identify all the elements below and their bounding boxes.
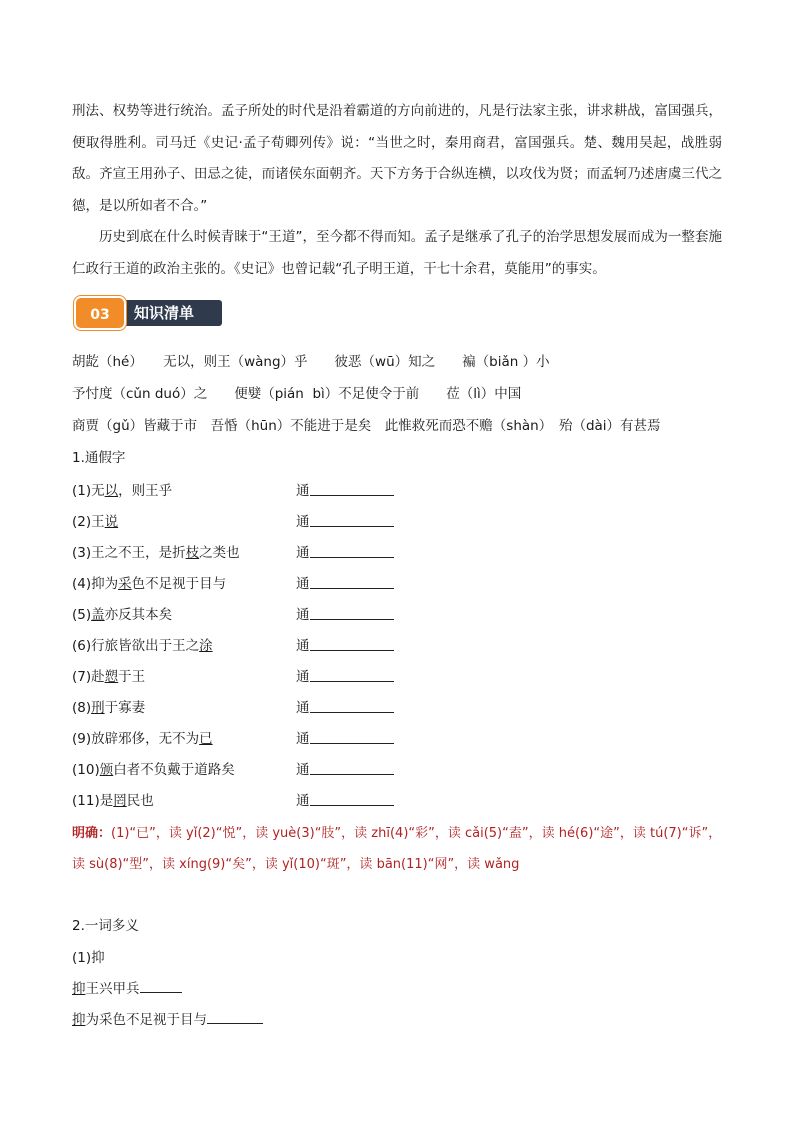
- answer-blank[interactable]: [310, 805, 394, 806]
- sentence-prefix: (6)行旅皆欲出于王之: [72, 638, 200, 654]
- answer-blank[interactable]: [310, 774, 394, 775]
- item-sentence: [72, 665, 145, 685]
- heading-yiciduoyi: 2.一词多义: [72, 918, 139, 934]
- item-sentence: [72, 758, 235, 778]
- underlined-char: 说: [104, 514, 119, 530]
- answer-label: 明确：: [72, 826, 112, 841]
- tong-label: 通: [296, 576, 310, 592]
- sentence-prefix: (3)王之不王，是折: [72, 545, 186, 561]
- sentence-suffix: 于寡妻: [104, 700, 146, 716]
- tongjiazi-item: [72, 696, 412, 720]
- answer-blank[interactable]: [140, 980, 182, 993]
- sentence-prefix: (8): [72, 700, 92, 716]
- sentence-prefix: (5): [72, 607, 92, 623]
- answer-blank[interactable]: [310, 650, 394, 651]
- item-sentence: [72, 572, 226, 592]
- line-text: 王兴甲兵: [85, 981, 140, 997]
- tong-label: 通: [296, 731, 310, 747]
- underlined-char: 枝: [185, 545, 200, 561]
- item-sentence: [72, 510, 118, 530]
- tongjiazi-item: [72, 789, 412, 813]
- tongjiazi-item: [72, 727, 412, 751]
- answer-block: [72, 818, 722, 880]
- underlined-char: 颁: [99, 762, 114, 778]
- item-sentence: [72, 603, 172, 623]
- underlined-char: 采: [118, 576, 132, 592]
- item-sentence: [72, 727, 213, 747]
- sentence-suffix: 色不足视于目与: [131, 576, 227, 592]
- vocab-line: 予忖度（cǔn duó）之 便嬖（pián bì）不足使令于前 莅（lì）中国: [72, 386, 522, 402]
- answer-blank[interactable]: [310, 495, 394, 496]
- tong-label: 通: [296, 483, 310, 499]
- sentence-suffix: 之类也: [199, 545, 240, 561]
- sentence-prefix: (1)无: [72, 483, 105, 499]
- sentence-suffix: 于王: [118, 669, 146, 685]
- underlined-char: 罔: [113, 793, 127, 809]
- answer-blank[interactable]: [310, 743, 394, 744]
- sentence-suffix: ，则王乎: [118, 483, 173, 499]
- tongjiazi-item: [72, 634, 412, 658]
- paragraph-wangdao: 历史到底在什么时候青睐于“王道”，至今都不得而知。孟子是继承了孔子的治学思想发展而成为一整套施仁政行王道的政治主张的。《史记》也曾记载“孔子明王道，干七十余君，莫能用”的事实。: [72, 229, 722, 277]
- answer-text: (1)“已”，读 yǐ(2)“悦”，读 yuè(3)“肢”，读 zhī(4)“彩”，读 cǎi(5)“盍”，读 hé(6)“途”，读 tú(7)“诉”，读 sù(8)“型”，读 xíng(9)“矣”，读 yǐ(10)“斑”，读 bān(11)“网”，读 wǎng: [72, 826, 722, 872]
- heading-tongjiazi: 1.通假字: [72, 450, 126, 466]
- sentence-suffix: 亦反其本矣: [104, 607, 173, 623]
- tong-label: 通: [296, 762, 310, 778]
- underlined-char: 抑: [72, 1012, 86, 1028]
- sentence-prefix: (4)抑为: [72, 576, 119, 592]
- tongjiazi-item: [72, 665, 412, 689]
- tong-label: 通: [296, 700, 310, 716]
- line-text: 为采色不足视于目与: [85, 1012, 207, 1028]
- section-number-badge: 03: [74, 296, 126, 330]
- tongjiazi-item: [72, 603, 412, 627]
- sentence-prefix: (7)赴: [72, 669, 105, 685]
- sentence-prefix: (9)放辟邪侈，无不为: [72, 731, 200, 747]
- sentence-prefix: (10): [72, 762, 100, 778]
- sentence-suffix: 民也: [126, 793, 154, 809]
- tongjiazi-item: [72, 572, 412, 596]
- answer-blank[interactable]: [310, 557, 394, 558]
- sentence-prefix: (11)是: [72, 793, 114, 809]
- exercise-line: [72, 977, 182, 997]
- underlined-char: 刑: [91, 700, 105, 716]
- sub-heading-yi: (1)抑: [72, 950, 105, 966]
- tong-label: 通: [296, 545, 310, 561]
- item-sentence: [72, 634, 213, 654]
- underlined-char: 愬: [104, 669, 119, 685]
- sentence-suffix: 白者不负戴于道路矣: [113, 762, 235, 778]
- answer-blank[interactable]: [310, 681, 394, 682]
- sentence-prefix: (2)王: [72, 514, 105, 530]
- paragraph-history: 刑法、权势等进行统治。孟子所处的时代是沿着霸道的方向前进的，凡是行法家主张，讲求耕战，富国强兵，便取得胜利。司马迁《史记·孟子荀卿列传》说：“当世之时，秦用商君，富国强兵。楚、魏用吴起，战胜弱敌。齐宣王用孙子、田忌之徒，而诸侯东面朝齐。天下方务于合纵连横，以攻伐为贤；而孟轲乃述唐虞三代之德，是以所如者不合。”: [72, 103, 722, 214]
- item-sentence: [72, 789, 154, 809]
- tongjiazi-item: [72, 758, 412, 782]
- tong-label: 通: [296, 669, 310, 685]
- item-sentence: [72, 479, 172, 499]
- exercise-line: [72, 1008, 263, 1028]
- section-banner: [72, 296, 222, 330]
- section-title: 知识清单: [134, 304, 195, 322]
- tongjiazi-item: [72, 479, 412, 503]
- underlined-char: 抑: [72, 981, 86, 997]
- answer-blank[interactable]: [310, 526, 394, 527]
- answer-blank[interactable]: [207, 1011, 263, 1024]
- answer-blank[interactable]: [310, 619, 394, 620]
- tong-label: 通: [296, 638, 310, 654]
- vocab-line: 胡龁（hé） 无以，则王（wàng）乎 彼恶（wū）知之 褊（biǎn ）小: [72, 354, 550, 370]
- tong-label: 通: [296, 607, 310, 623]
- vocab-line: 商贾（gǔ）皆藏于市 吾惛（hūn）不能进于是矣 此惟救死而恐不赡（shàn） 殆（dài）有甚焉: [72, 418, 661, 434]
- tong-label: 通: [296, 793, 310, 809]
- tongjiazi-item: [72, 510, 412, 534]
- underlined-char: 已: [199, 731, 213, 747]
- item-sentence: [72, 696, 145, 716]
- underlined-char: 以: [104, 483, 119, 499]
- underlined-char: 盖: [91, 607, 105, 623]
- answer-blank[interactable]: [310, 712, 394, 713]
- answer-blank[interactable]: [310, 588, 394, 589]
- underlined-char: 涂: [199, 638, 213, 654]
- item-sentence: [72, 541, 240, 561]
- tongjiazi-item: [72, 541, 412, 565]
- tong-label: 通: [296, 514, 310, 530]
